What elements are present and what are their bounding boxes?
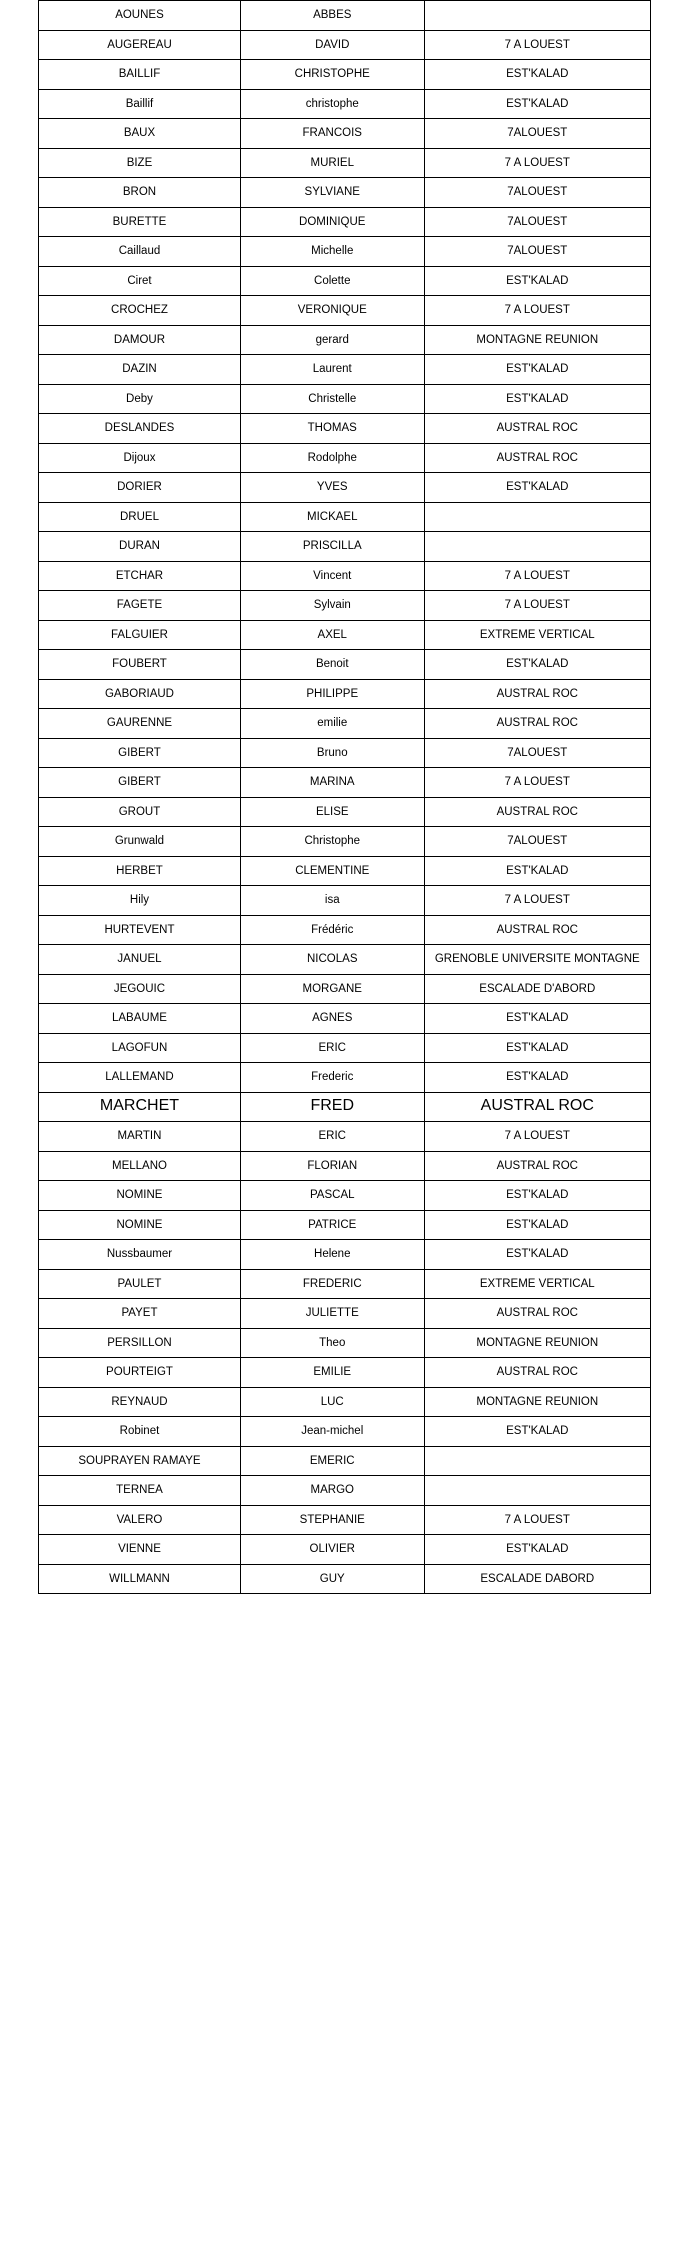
cell-last-name: FALGUIER <box>39 620 241 650</box>
cell-first-name: Frédéric <box>240 915 424 945</box>
table-row <box>39 1328 651 1358</box>
cell-club: 7 A LOUEST <box>424 148 650 178</box>
cell-last-name: DAMOUR <box>39 325 241 355</box>
table-row <box>39 1004 651 1034</box>
cell-club <box>424 502 650 532</box>
table-row <box>39 414 651 444</box>
table-row <box>39 1299 651 1329</box>
cell-first-name: christophe <box>240 89 424 119</box>
table-row <box>39 502 651 532</box>
cell-last-name: LALLEMAND <box>39 1063 241 1093</box>
cell-first-name: ERIC <box>240 1122 424 1152</box>
cell-first-name: FREDERIC <box>240 1269 424 1299</box>
table-row <box>39 856 651 886</box>
cell-last-name: MARCHET <box>39 1092 241 1122</box>
cell-first-name: Christophe <box>240 827 424 857</box>
cell-club: ESCALADE D'ABORD <box>424 974 650 1004</box>
cell-first-name: Christelle <box>240 384 424 414</box>
cell-club: 7ALOUEST <box>424 827 650 857</box>
cell-last-name: PAYET <box>39 1299 241 1329</box>
cell-first-name: GUY <box>240 1564 424 1594</box>
cell-club: EST'KALAD <box>424 1004 650 1034</box>
cell-last-name: DESLANDES <box>39 414 241 444</box>
cell-last-name: GIBERT <box>39 738 241 768</box>
cell-club: EST'KALAD <box>424 650 650 680</box>
table-row <box>39 1446 651 1476</box>
table-row <box>39 1358 651 1388</box>
cell-first-name: DAVID <box>240 30 424 60</box>
cell-last-name: MARTIN <box>39 1122 241 1152</box>
cell-club: 7 A LOUEST <box>424 296 650 326</box>
table-row <box>39 1122 651 1152</box>
cell-first-name: ELISE <box>240 797 424 827</box>
cell-last-name: Ciret <box>39 266 241 296</box>
table-row <box>39 591 651 621</box>
table-row <box>39 945 651 975</box>
cell-club: EST'KALAD <box>424 856 650 886</box>
cell-club: EST'KALAD <box>424 1210 650 1240</box>
cell-first-name: JULIETTE <box>240 1299 424 1329</box>
cell-first-name: CLEMENTINE <box>240 856 424 886</box>
cell-club: AUSTRAL ROC <box>424 1092 650 1122</box>
table-row <box>39 620 651 650</box>
cell-first-name: Vincent <box>240 561 424 591</box>
cell-first-name: MORGANE <box>240 974 424 1004</box>
cell-last-name: Nussbaumer <box>39 1240 241 1270</box>
table-row <box>39 1181 651 1211</box>
cell-club: EST'KALAD <box>424 1033 650 1063</box>
cell-last-name: MELLANO <box>39 1151 241 1181</box>
cell-club: EST'KALAD <box>424 1181 650 1211</box>
table-row <box>39 1387 651 1417</box>
table-row <box>39 561 651 591</box>
cell-last-name: SOUPRAYEN RAMAYE <box>39 1446 241 1476</box>
cell-club: 7ALOUEST <box>424 178 650 208</box>
cell-last-name: NOMINE <box>39 1181 241 1211</box>
cell-club: MONTAGNE REUNION <box>424 325 650 355</box>
cell-club: MONTAGNE REUNION <box>424 1328 650 1358</box>
table-row <box>39 1033 651 1063</box>
cell-first-name: gerard <box>240 325 424 355</box>
cell-last-name: AUGEREAU <box>39 30 241 60</box>
cell-club: EST'KALAD <box>424 1063 650 1093</box>
table-row <box>39 797 651 827</box>
cell-first-name: LUC <box>240 1387 424 1417</box>
table-row <box>39 266 651 296</box>
cell-first-name: YVES <box>240 473 424 503</box>
cell-club: MONTAGNE REUNION <box>424 1387 650 1417</box>
cell-club: EST'KALAD <box>424 473 650 503</box>
cell-first-name: FRED <box>240 1092 424 1122</box>
table-row <box>39 296 651 326</box>
cell-first-name: Michelle <box>240 237 424 267</box>
cell-last-name: DAZIN <box>39 355 241 385</box>
cell-first-name: OLIVIER <box>240 1535 424 1565</box>
cell-first-name: SYLVIANE <box>240 178 424 208</box>
cell-club: EST'KALAD <box>424 60 650 90</box>
cell-last-name: BIZE <box>39 148 241 178</box>
cell-first-name: PASCAL <box>240 1181 424 1211</box>
cell-club: AUSTRAL ROC <box>424 709 650 739</box>
cell-first-name: Jean-michel <box>240 1417 424 1447</box>
table-row <box>39 1269 651 1299</box>
table-row <box>39 532 651 562</box>
table-row <box>39 827 651 857</box>
cell-first-name: DOMINIQUE <box>240 207 424 237</box>
cell-first-name: MARINA <box>240 768 424 798</box>
cell-last-name: AOUNES <box>39 1 241 31</box>
cell-first-name: ABBES <box>240 1 424 31</box>
cell-first-name: Bruno <box>240 738 424 768</box>
cell-club: AUSTRAL ROC <box>424 915 650 945</box>
table-row <box>39 679 651 709</box>
table-row <box>39 1 651 31</box>
cell-club: EST'KALAD <box>424 1417 650 1447</box>
cell-club: EST'KALAD <box>424 1535 650 1565</box>
cell-club: ESCALADE DABORD <box>424 1564 650 1594</box>
table-row <box>39 178 651 208</box>
cell-first-name: FLORIAN <box>240 1151 424 1181</box>
cell-first-name: NICOLAS <box>240 945 424 975</box>
cell-first-name: EMERIC <box>240 1446 424 1476</box>
cell-first-name: Benoit <box>240 650 424 680</box>
table-row <box>39 1417 651 1447</box>
cell-last-name: PERSILLON <box>39 1328 241 1358</box>
cell-club: 7ALOUEST <box>424 237 650 267</box>
cell-first-name: VERONIQUE <box>240 296 424 326</box>
cell-first-name: Laurent <box>240 355 424 385</box>
cell-club <box>424 1 650 31</box>
cell-club: EXTREME VERTICAL <box>424 1269 650 1299</box>
cell-last-name: PAULET <box>39 1269 241 1299</box>
table-row <box>39 768 651 798</box>
cell-last-name: NOMINE <box>39 1210 241 1240</box>
cell-last-name: VALERO <box>39 1505 241 1535</box>
cell-last-name: Grunwald <box>39 827 241 857</box>
cell-club: EST'KALAD <box>424 89 650 119</box>
table-row <box>39 1151 651 1181</box>
cell-club: GRENOBLE UNIVERSITE MONTAGNE <box>424 945 650 975</box>
table-row <box>39 886 651 916</box>
cell-last-name: REYNAUD <box>39 1387 241 1417</box>
cell-last-name: Dijoux <box>39 443 241 473</box>
table-row <box>39 119 651 149</box>
cell-first-name: PRISCILLA <box>240 532 424 562</box>
table-row <box>39 30 651 60</box>
cell-last-name: TERNEA <box>39 1476 241 1506</box>
cell-first-name: PATRICE <box>240 1210 424 1240</box>
cell-last-name: GAURENNE <box>39 709 241 739</box>
cell-last-name: Caillaud <box>39 237 241 267</box>
cell-first-name: Rodolphe <box>240 443 424 473</box>
cell-last-name: WILLMANN <box>39 1564 241 1594</box>
cell-first-name: Colette <box>240 266 424 296</box>
cell-first-name: Theo <box>240 1328 424 1358</box>
cell-first-name: FRANCOIS <box>240 119 424 149</box>
cell-club: AUSTRAL ROC <box>424 679 650 709</box>
cell-first-name: AXEL <box>240 620 424 650</box>
cell-club: AUSTRAL ROC <box>424 797 650 827</box>
cell-last-name: Baillif <box>39 89 241 119</box>
cell-first-name: Sylvain <box>240 591 424 621</box>
cell-first-name: emilie <box>240 709 424 739</box>
roster-table <box>38 0 651 1594</box>
cell-club: AUSTRAL ROC <box>424 1151 650 1181</box>
table-row <box>39 355 651 385</box>
cell-first-name: MURIEL <box>240 148 424 178</box>
table-row <box>39 974 651 1004</box>
cell-last-name: GROUT <box>39 797 241 827</box>
table-row <box>39 709 651 739</box>
cell-club: EST'KALAD <box>424 1240 650 1270</box>
table-row <box>39 1535 651 1565</box>
cell-last-name: LAGOFUN <box>39 1033 241 1063</box>
cell-first-name: STEPHANIE <box>240 1505 424 1535</box>
cell-last-name: Robinet <box>39 1417 241 1447</box>
cell-club: 7 A LOUEST <box>424 561 650 591</box>
cell-club: EXTREME VERTICAL <box>424 620 650 650</box>
table-row <box>39 1505 651 1535</box>
cell-last-name: JEGOUIC <box>39 974 241 1004</box>
cell-first-name: EMILIE <box>240 1358 424 1388</box>
cell-first-name: MICKAEL <box>240 502 424 532</box>
cell-last-name: POURTEIGT <box>39 1358 241 1388</box>
cell-first-name: MARGO <box>240 1476 424 1506</box>
cell-first-name: CHRISTOPHE <box>240 60 424 90</box>
cell-club <box>424 1476 650 1506</box>
cell-club: 7 A LOUEST <box>424 30 650 60</box>
cell-last-name: FAGETE <box>39 591 241 621</box>
cell-club <box>424 532 650 562</box>
table-row <box>39 443 651 473</box>
table-row <box>39 384 651 414</box>
cell-last-name: DRUEL <box>39 502 241 532</box>
table-row <box>39 89 651 119</box>
cell-first-name: THOMAS <box>240 414 424 444</box>
cell-first-name: ERIC <box>240 1033 424 1063</box>
cell-last-name: Deby <box>39 384 241 414</box>
table-row <box>39 1210 651 1240</box>
table-row <box>39 1063 651 1093</box>
cell-club: AUSTRAL ROC <box>424 1299 650 1329</box>
cell-last-name: Hily <box>39 886 241 916</box>
table-row <box>39 148 651 178</box>
cell-first-name: Helene <box>240 1240 424 1270</box>
cell-last-name: LABAUME <box>39 1004 241 1034</box>
cell-club: 7 A LOUEST <box>424 768 650 798</box>
cell-club: 7 A LOUEST <box>424 591 650 621</box>
cell-club: AUSTRAL ROC <box>424 443 650 473</box>
table-row <box>39 207 651 237</box>
cell-club: EST'KALAD <box>424 384 650 414</box>
cell-club: EST'KALAD <box>424 266 650 296</box>
cell-last-name: BAILLIF <box>39 60 241 90</box>
table-row <box>39 60 651 90</box>
cell-last-name: HURTEVENT <box>39 915 241 945</box>
table-row <box>39 650 651 680</box>
cell-club: 7 A LOUEST <box>424 1122 650 1152</box>
table-row <box>39 1476 651 1506</box>
cell-club: 7 A LOUEST <box>424 886 650 916</box>
cell-last-name: ETCHAR <box>39 561 241 591</box>
cell-first-name: PHILIPPE <box>240 679 424 709</box>
cell-club: 7ALOUEST <box>424 207 650 237</box>
cell-last-name: DORIER <box>39 473 241 503</box>
roster-table-body <box>39 1 651 1594</box>
cell-club: 7ALOUEST <box>424 119 650 149</box>
cell-first-name: AGNES <box>240 1004 424 1034</box>
cell-last-name: HERBET <box>39 856 241 886</box>
cell-last-name: DURAN <box>39 532 241 562</box>
cell-last-name: CROCHEZ <box>39 296 241 326</box>
table-row <box>39 915 651 945</box>
cell-last-name: VIENNE <box>39 1535 241 1565</box>
cell-last-name: BRON <box>39 178 241 208</box>
cell-first-name: Frederic <box>240 1063 424 1093</box>
cell-last-name: JANUEL <box>39 945 241 975</box>
table-row <box>39 325 651 355</box>
table-row <box>39 1240 651 1270</box>
cell-club: EST'KALAD <box>424 355 650 385</box>
cell-first-name: isa <box>240 886 424 916</box>
cell-club <box>424 1446 650 1476</box>
table-row <box>39 1564 651 1594</box>
table-row <box>39 473 651 503</box>
cell-club: 7 A LOUEST <box>424 1505 650 1535</box>
table-row <box>39 738 651 768</box>
cell-club: AUSTRAL ROC <box>424 1358 650 1388</box>
cell-last-name: BAUX <box>39 119 241 149</box>
cell-club: 7ALOUEST <box>424 738 650 768</box>
cell-club: AUSTRAL ROC <box>424 414 650 444</box>
table-row <box>39 1092 651 1122</box>
cell-last-name: BURETTE <box>39 207 241 237</box>
table-row <box>39 237 651 267</box>
cell-last-name: GIBERT <box>39 768 241 798</box>
cell-last-name: GABORIAUD <box>39 679 241 709</box>
cell-last-name: FOUBERT <box>39 650 241 680</box>
